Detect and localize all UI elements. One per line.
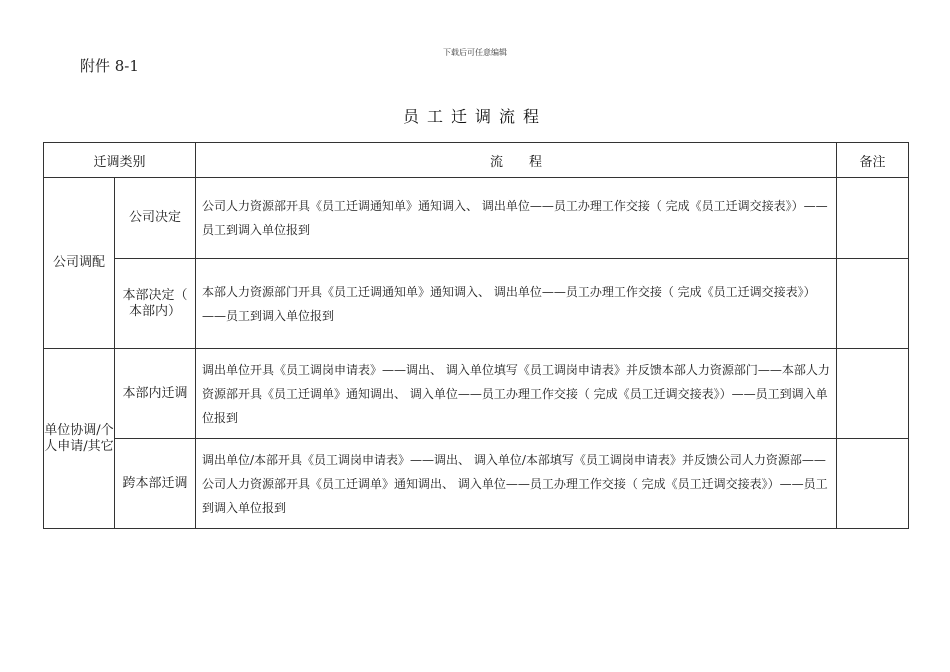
remark-cell bbox=[837, 439, 909, 529]
document-title: 员工迁调流程 bbox=[402, 107, 547, 126]
category-group-label: 公司调配 bbox=[52, 255, 105, 270]
remark-cell bbox=[837, 178, 909, 259]
process-cell: 本部人力资源部门开具《员工迁调通知单》通知调入、 调出单位——员工办理工作交接（ 完成《员工迁调交接表》）——员工到调入单位报到 bbox=[196, 259, 837, 349]
column-header-category: 迁调类别 bbox=[44, 143, 196, 178]
process-cell: 调出单位/本部开具《员工调岗申请表》——调出、 调入单位/本部填写《员工调岗申请表》并反馈公司人力资源部——公司人力资源部开具《员工迁调单》通知调出、 调入单位——员工办理工作交接（ 完成《员工迁调交接表》）——员工到调入单位报到 bbox=[196, 439, 837, 529]
category-group-label: 单位协调/个人申请/其它 bbox=[44, 422, 114, 454]
process-cell: 调出单位开具《员工调岗申请表》——调出、 调入单位填写《员工调岗申请表》并反馈本部人力资源部门——本部人力资源部开具《员工迁调单》通知调出、 调入单位——员工办理工作交接（ 完成《员工迁调交接表》）——员工到调入单位报到 bbox=[196, 349, 837, 439]
table-header-row bbox=[44, 143, 909, 178]
table-row bbox=[44, 349, 909, 439]
watermark-text: 下载后可任意编辑 bbox=[443, 48, 507, 57]
table-row bbox=[44, 178, 909, 259]
remark-cell bbox=[837, 259, 909, 349]
category-group-cell bbox=[44, 178, 115, 349]
attachment-label: 附件 8-1 bbox=[80, 57, 139, 75]
category-group-cell bbox=[44, 349, 115, 529]
table-row bbox=[44, 259, 909, 349]
subcategory-cell bbox=[115, 178, 196, 259]
subcategory-label: 跨本部迁调 bbox=[122, 475, 188, 491]
subcategory-cell bbox=[115, 259, 196, 349]
remark-cell bbox=[837, 349, 909, 439]
subcategory-label: 公司决定 bbox=[129, 210, 182, 225]
table-row bbox=[44, 439, 909, 529]
column-header-process: 流 程 bbox=[196, 143, 837, 178]
subcategory-cell bbox=[115, 349, 196, 439]
column-header-remark: 备注 bbox=[837, 143, 909, 178]
subcategory-cell bbox=[115, 439, 196, 529]
transfer-process-table bbox=[43, 142, 909, 529]
subcategory-label: 本部决定（ 本部内） bbox=[122, 287, 188, 319]
subcategory-label: 本部内迁调 bbox=[122, 385, 188, 401]
process-cell: 公司人力资源部开具《员工迁调通知单》通知调入、 调出单位——员工办理工作交接（ 完成《员工迁调交接表》）——员工到调入单位报到 bbox=[196, 178, 837, 259]
